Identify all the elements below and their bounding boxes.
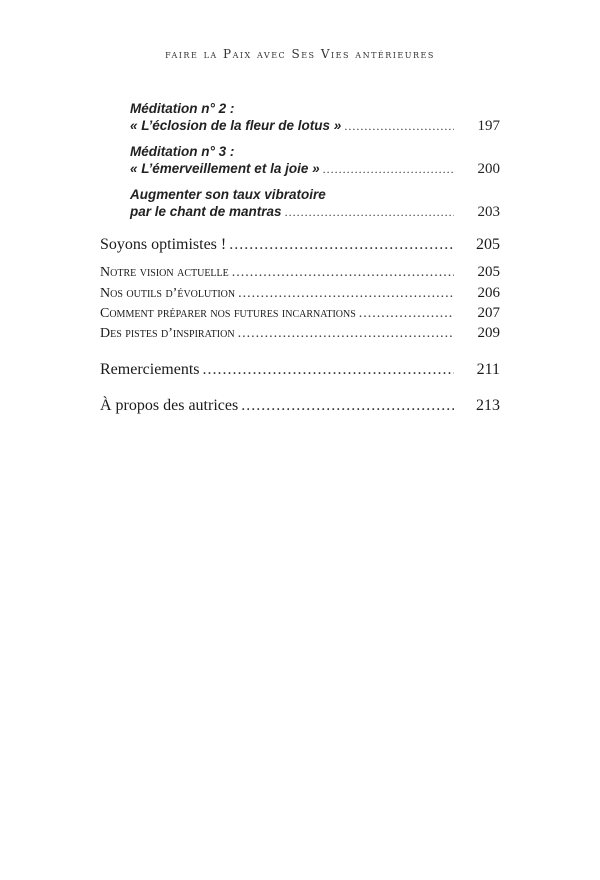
- toc-section-inspiration[interactable]: [100, 325, 500, 342]
- page-number: 207: [477, 305, 500, 321]
- dot-leader: [323, 161, 454, 178]
- section-title: Nos outils d’évolution: [100, 286, 236, 301]
- toc-section-outils[interactable]: [100, 285, 500, 302]
- page-number: 203: [477, 204, 500, 220]
- dot-leader: [203, 361, 454, 379]
- toc-chapter-remerciements[interactable]: [100, 361, 500, 379]
- toc-section-vision[interactable]: [100, 264, 500, 281]
- toc-entry-meditation-2[interactable]: [100, 100, 500, 135]
- dot-leader: [344, 118, 454, 135]
- dot-leader: [238, 286, 454, 302]
- dot-leader: [229, 236, 454, 254]
- page-number: 213: [476, 397, 500, 414]
- toc-entry-label: Méditation n° 3 :: [130, 144, 235, 159]
- section-title: Notre vision actuelle: [100, 265, 229, 280]
- page-number: 205: [476, 236, 500, 253]
- toc-entry-title: « L’éclosion de la fleur de lotus »: [130, 118, 342, 133]
- dot-leader: [241, 397, 454, 415]
- running-head: faire la Paix avec Ses Vies antérieures: [165, 47, 435, 61]
- page-number: 200: [477, 161, 500, 177]
- toc-entry-title: « L’émerveillement et la joie »: [130, 161, 320, 176]
- page-number: 211: [476, 361, 500, 378]
- toc-entry-taux-vibratoire[interactable]: [100, 186, 500, 221]
- toc-entry-meditation-3[interactable]: [100, 143, 500, 178]
- page-number: 205: [477, 264, 500, 280]
- page-number: 197: [477, 118, 500, 134]
- toc-section-incarnations[interactable]: [100, 305, 500, 322]
- page-number: 206: [477, 285, 500, 301]
- chapter-title: Remerciements: [100, 361, 200, 378]
- toc-entry-label: Méditation n° 2 :: [130, 101, 235, 116]
- toc-chapter-optimistes[interactable]: [100, 236, 500, 254]
- page-number: 209: [477, 325, 500, 341]
- dot-leader: [359, 306, 454, 322]
- toc-chapter-autrices[interactable]: [100, 397, 500, 415]
- section-title: Comment préparer nos futures incarnations: [100, 306, 356, 321]
- dot-leader: [285, 204, 454, 221]
- section-title: Des pistes d’inspiration: [100, 326, 235, 341]
- toc-entry-label: Augmenter son taux vibratoire: [130, 187, 326, 202]
- dot-leader: [238, 326, 454, 342]
- chapter-title: À propos des autrices: [100, 397, 239, 414]
- dot-leader: [232, 265, 454, 281]
- toc-entry-title: par le chant de mantras: [130, 204, 282, 219]
- chapter-title: Soyons optimistes !: [100, 236, 227, 253]
